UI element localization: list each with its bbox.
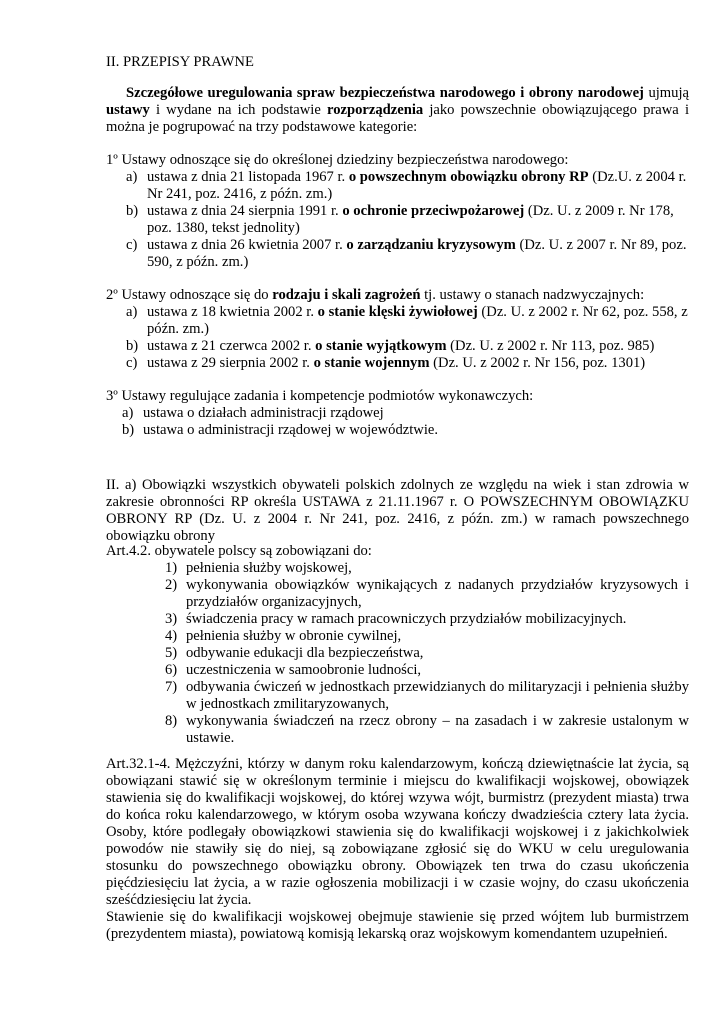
intro-text-2: i wydane na ich podstawie bbox=[149, 102, 327, 118]
list-marker: 4) bbox=[165, 628, 178, 644]
list-item: c) ustawa z dnia 26 kwietnia 2007 r. o zarządzaniu kryzysowym (Dz. U. z 2007 r. Nr 89, poz. 590, z późn. zm.) bbox=[126, 237, 687, 270]
list-item: 3) świadczenia pracy w ramach pracowniczych przydziałów mobilizacyjnych. bbox=[165, 611, 627, 627]
category-1-heading: 1º Ustawy odnoszące się do określonej dziedziny bezpieczeństwa narodowego: bbox=[106, 152, 569, 168]
intro-text-3: jako powszechnie obowiązującego prawa i można je pogrupować na trzy podstawowe kategorie: bbox=[106, 102, 690, 135]
list-marker: 1) bbox=[165, 560, 178, 576]
list-marker: b) bbox=[122, 422, 135, 438]
list-marker: a) bbox=[126, 304, 138, 320]
list-item: 5) odbywanie edukacji dla bezpieczeństwa, bbox=[165, 645, 424, 661]
art-32-paragraph-2: Stawienie się do kwalifikacji wojskowej obejmuje stawienie się przed wójtem lub burmistrzem (prezydentem miasta), powiatową komisją lekarską oraz wojskowym komendantem uzupełnień. bbox=[106, 909, 689, 942]
category-3-list bbox=[122, 405, 689, 439]
section-title: II. PRZEPISY PRAWNE bbox=[106, 54, 254, 70]
list-item: a) ustawa z dnia 21 listopada 1967 r. o powszechnym obowiązku obrony RP (Dz.U. z 2004 r. Nr 241, poz. 2416, z późn. zm.) bbox=[126, 169, 687, 202]
list-marker: c) bbox=[126, 237, 138, 253]
list-item: 7) odbywania ćwiczeń w jednostkach przewidzianych do militaryzacji i pełnienia służby w jednostkach zmilitaryzowanych, bbox=[165, 679, 689, 712]
intro-bold-rozporzadzenia: rozporządzenia bbox=[326, 102, 424, 118]
list-marker: b) bbox=[126, 203, 139, 219]
list-item: 8) wykonywania świadczeń na rzecz obrony – na zasadach i w zakresie ustalonym w ustawie. bbox=[165, 713, 689, 746]
list-marker: a) bbox=[122, 405, 134, 421]
art-4-2-list bbox=[165, 560, 689, 747]
intro-paragraph bbox=[106, 85, 689, 136]
intro-bold-ustawy: ustawy bbox=[106, 102, 150, 118]
list-item: 1) pełnienia służby wojskowej, bbox=[165, 560, 352, 576]
intro-bold-subject: Szczegółowe uregulowania spraw bezpieczeństwa narodowego i obrony narodowej bbox=[126, 85, 644, 101]
list-marker: 7) bbox=[165, 679, 178, 695]
list-item: 4) pełnienia służby w obronie cywilnej, bbox=[165, 628, 402, 644]
list-item: a) ustawa z 18 kwietnia 2002 r. o stanie klęski żywiołowej (Dz. U. z 2002 r. Nr 62, poz. 558, z późn. zm.) bbox=[126, 304, 688, 337]
list-item: 2) wykonywania obowiązków wynikających z nadanych przydziałów kryzysowych i przydziałów organizacyjnych, bbox=[165, 577, 689, 610]
list-marker: b) bbox=[126, 338, 139, 354]
category-1-list bbox=[126, 169, 689, 271]
list-marker: 6) bbox=[165, 662, 178, 678]
list-item: a) ustawa o działach administracji rządowej bbox=[122, 405, 384, 421]
list-marker: 3) bbox=[165, 611, 178, 627]
art-4-2-heading: Art.4.2. obywatele polscy są zobowiązani do: bbox=[106, 543, 372, 559]
list-item: b) ustawa o administracji rządowej w województwie. bbox=[122, 422, 439, 438]
list-item: c) ustawa z 29 sierpnia 2002 r. o stanie wojennym (Dz. U. z 2002 r. Nr 156, poz. 1301) bbox=[126, 355, 646, 371]
duties-paragraph: II. a) Obowiązki wszystkich obywateli polskich zdolnych ze względu na wiek i stan zdrowia w zakresie obronności RP określa USTAWA z 21.11.1967 r. O POWSZECHNYM OBOWIĄZKU OBRONY RP (Dz. U. z 2004 r. Nr 241, poz. 2416, z późn. zm.) w ramach powszechnego obowiązku obrony bbox=[106, 477, 689, 544]
category-3-heading: 3º Ustawy regulujące zadania i kompetencje podmiotów wykonawczych: bbox=[106, 388, 534, 404]
list-item: b) ustawa z 21 czerwca 2002 r. o stanie wyjątkowym (Dz. U. z 2002 r. Nr 113, poz. 985) bbox=[126, 338, 655, 354]
list-marker: 8) bbox=[165, 713, 178, 729]
intro-text-1: ujmują bbox=[643, 85, 689, 101]
list-marker: a) bbox=[126, 169, 138, 185]
list-marker: c) bbox=[126, 355, 138, 371]
category-2-heading: 2º Ustawy odnoszące się do rodzaju i skali zagrożeń tj. ustawy o stanach nadzwyczajnych: bbox=[106, 287, 645, 303]
category-2-list bbox=[126, 304, 689, 372]
list-item: b) ustawa z dnia 24 sierpnia 1991 r. o ochronie przeciwpożarowej (Dz. U. z 2009 r. Nr 178, poz. 1380, tekst jednolity) bbox=[126, 203, 674, 236]
list-marker: 2) bbox=[165, 577, 178, 593]
list-marker: 5) bbox=[165, 645, 178, 661]
list-item: 6) uczestniczenia w samoobronie ludności, bbox=[165, 662, 422, 678]
art-32-paragraph: Art.32.1-4. Mężczyźni, którzy w danym roku kalendarzowym, kończą dziewiętnaście lat życia, są obowiązani stawić się w określonym terminie i miejscu do kwalifikacji wojskowej, obowiązek stawienia się do kwalifikacji wojskowej, do której wzywa wójt, burmistrz (prezydent miasta) trwa do końca roku kalendarzowego, w którym osoba wzywana kończy dwadzieścia cztery lata życia. Osoby, które podlegały obowiązkowi stawienia się do kwalifikacji wojskowej i z jakichkolwiek powodów nie stawiły się do niej, są zobowiązane zgłosić się do WKU w celu uregulowania stosunku do powszechnego obowiązku obrony. Obowiązek ten trwa do czasu ukończenia pięćdziesięciu lat życia, a w razie ogłoszenia mobilizacji i w czasie wojny, do czasu ukończenia sześćdziesięciu lat życia. bbox=[106, 756, 689, 908]
